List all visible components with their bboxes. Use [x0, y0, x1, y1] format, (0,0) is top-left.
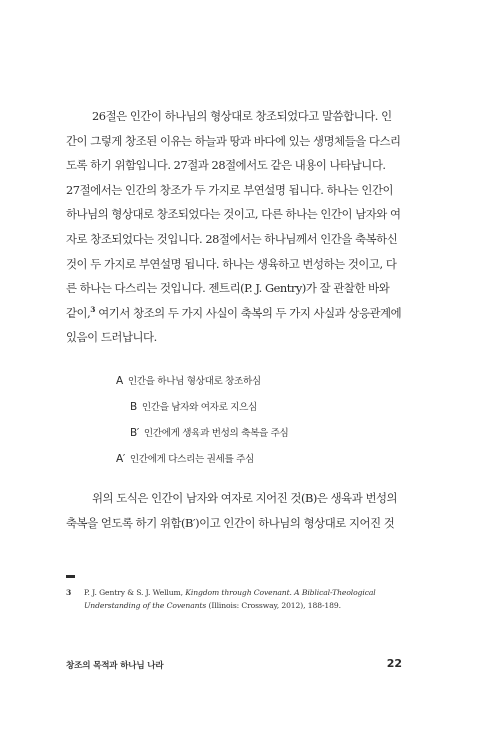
- footnote-divider: [66, 575, 75, 578]
- body-paragraph-1: [66, 104, 402, 350]
- footnote-publication: (Illinois: Crossway, 2012), 188-189.: [206, 601, 341, 610]
- footnote-reference[interactable]: 3: [90, 304, 96, 314]
- footnote: [66, 586, 406, 612]
- outline-item-b-prime: [130, 425, 288, 439]
- outline-item-a: [116, 373, 261, 387]
- outline-text: 인간을 남자와 여자로 지으심: [141, 402, 257, 413]
- outline-item-b: [130, 399, 257, 413]
- footnote-book-title: Kingdom through Covenant. A Biblical-Theological Understanding of the Covenants: [84, 588, 376, 610]
- footnote-authors: P. J. Gentry & S. J. Wellum,: [84, 588, 186, 597]
- outline-key: A: [116, 375, 123, 387]
- paragraph-1-text: 26절은 인간이 하나님의 형상대로 창조되었다고 말씀합니다. 인간이 그렇게 창조된 이유는 하늘과 땅과 바다에 있는 생명체들을 다스리도록 하기 위함입니다. 27절과 28절에서도 같은 내용이 나타납니다. 27절에서는 인간의 창조가 두 가지로 부연설명 됩니다. 하나는 인간이 하나님의 형상대로 창조되었다는 것이고, 다른 하나는 인간이 남자와 여자로 창조되었다는 것입니다. 28절에서는 하나님께서 인간을 축복하신 것이 두 가지로 부연설명 됩니다. 하나는 생육하고 번성하는 것이고, 다른 하나는 다스리는 것입니다. 젠트리(P. J. Gentry)가 잘 관찰한 바와 같이,: [66, 109, 401, 320]
- outline-key: B: [130, 401, 137, 413]
- outline-key: A′: [116, 453, 125, 465]
- outline-item-a-prime: [116, 451, 254, 465]
- outline-text: 인간에게 생육과 번성의 축복을 주심: [143, 428, 289, 439]
- outline-text: 인간에게 다스리는 권세를 주심: [129, 454, 254, 465]
- running-footer-title: 창조의 목적과 하나님 나라: [66, 661, 164, 671]
- footnote-text: [84, 586, 406, 612]
- page-number: 22: [386, 657, 402, 670]
- body-paragraph-2: 위의 도식은 인간이 남자와 여자로 지어진 것(B)은 생육과 번성의 축복을 얻도록 하기 위함(B′)이고 인간이 하나님의 형상대로 지어진 것: [66, 491, 398, 530]
- outline-key: B′: [130, 427, 139, 439]
- outline-text: 인간을 하나님 형상대로 창조하심: [127, 376, 261, 387]
- paragraph-1-end-text: 여기서 창조의 두 가지 사실이 축복의 두 가지 사실과 상응관계에 있음이 드러납니다.: [66, 305, 402, 345]
- footnote-number: 3: [66, 588, 72, 597]
